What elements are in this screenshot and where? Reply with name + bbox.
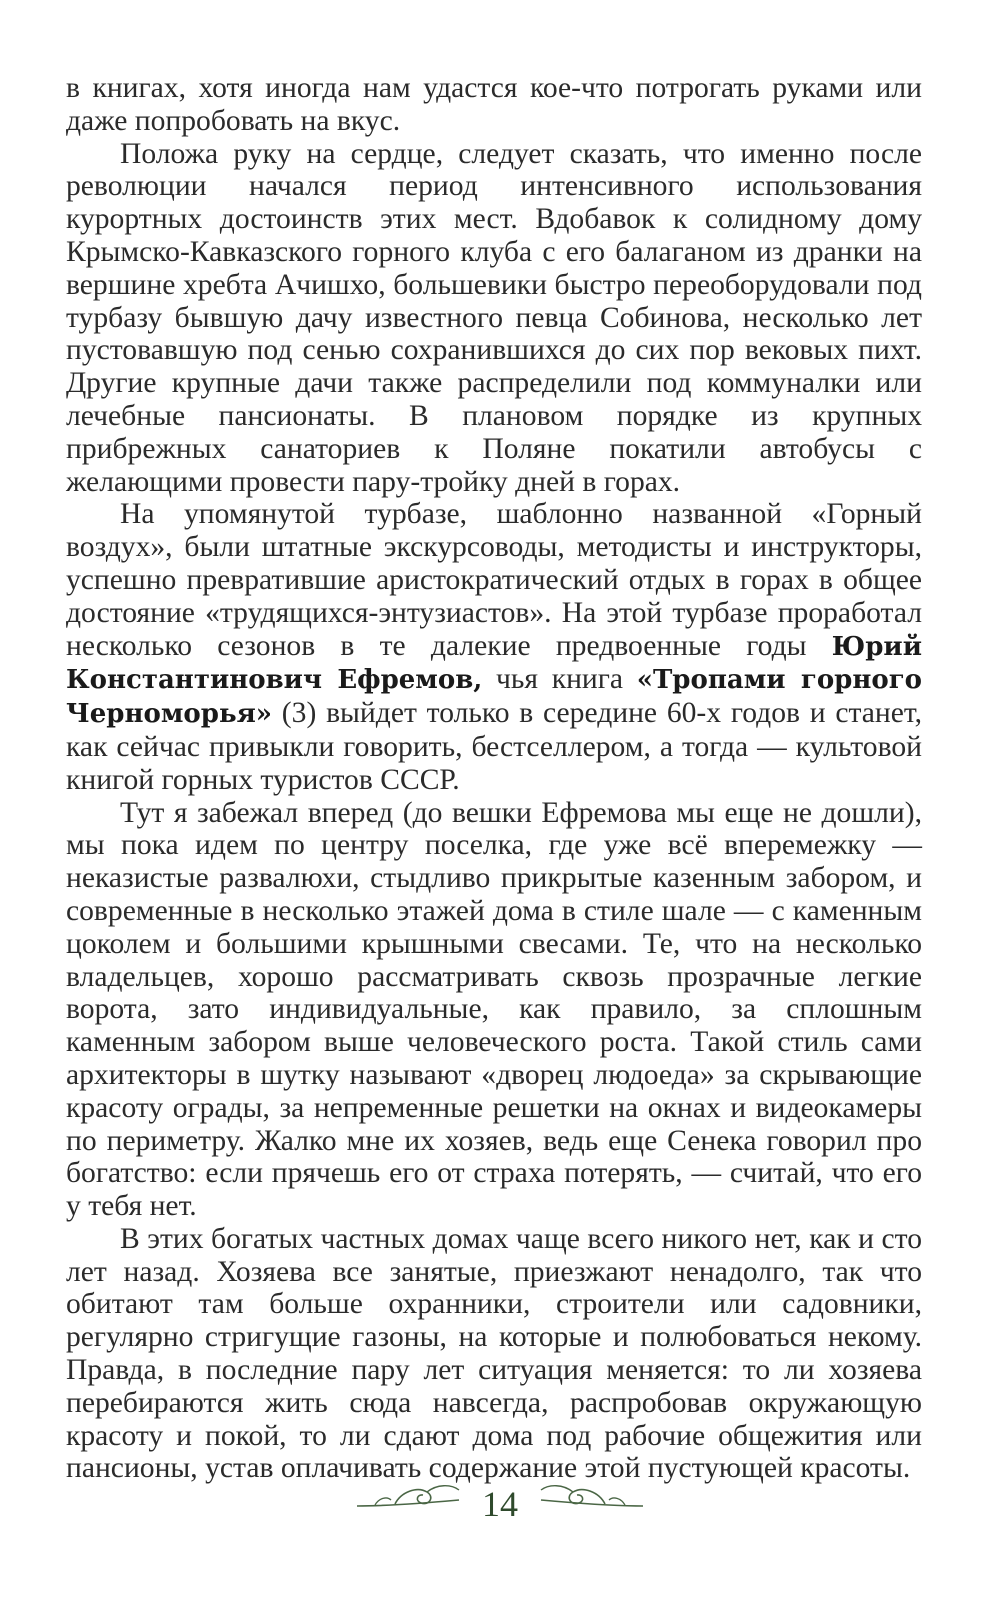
paragraph — [66, 72, 922, 138]
text-run: Тут я забежал вперед (до вешки Ефремова мы еще не дошли), мы пока идем по центру поселка, где уже всё вперемежку — неказистые развалюхи, стыдливо прикрытые казенным забором, и современные в несколько этажей дома в стиле шале — с каменным цоколем и большими крышными свесами. Те, что на несколько владельцев, хорошо рассматривать сквозь прозрачные легкие ворота, зато индивидуальные, как правило, за сплошным каменным забором выше человеческого роста. Такой стиль сами архитекторы в шутку называют «дворец людоеда» за скрывающие красоту ограды, за непременные решетки на окнах и видеокамеры по периметру. Жалко мне их хозяев, ведь еще Сенека говорил про богатство: если прячешь его от страха потерять, — считай, что его у тебя нет. — [66, 796, 922, 1223]
paragraph — [66, 138, 922, 499]
text-run: Положа руку на сердце, следует сказать, что именно после революции начался период интенсивного использования курортных достоинств этих мест. Вдобавок к солидному дому Крымско-Кавказского горного клуба с его балаганом из дранки на вершине хребта Ачишхо, большевики быстро переоборудовали под турбазу бывшую дачу известного певца Собинова, несколько лет пустовавшую под сенью сохранившихся до сих пор вековых пихт. Другие крупные дачи также распределили под коммуналки или лечебные пансионаты. В плановом порядке из крупных прибрежных санаториев к Поляне покатили автобусы с желающими провести пару-тройку дней в горах. — [66, 137, 922, 498]
text-run: На упомянутой турбазе, шаблонно названной «Горный воздух», были штатные экскурсоводы, методисты и инструкторы, успешно превратившие аристократический отдых в горах в общее достояние «трудящихся-энтузиастов». На этой турбазе проработал несколько сезонов в те далекие предвоенные годы — [66, 498, 922, 662]
text-run: (3) выйдет только в середине 60-х годов и станет, как сейчас привыкли говорить, бестселлером, а тогда — культовой книгой горных туристов СССР. — [66, 697, 922, 796]
text-run: В этих богатых частных домах чаще всего никого нет, как и сто лет назад. Хозяева все занятые, приезжают ненадолго, так что обитают там больше охранники, строители или садовники, регулярно стригущие газоны, на которые и полюбоваться некому. Правда, в последние пару лет ситуация меняется: то ли хозяева перебираются жить сюда навсегда, распробовав окружающую красоту и покой, то ли сдают дома под рабочие общежития или пансионы, устав оплачивать содержание этой пустующей красоты. — [66, 1222, 922, 1485]
paragraph — [66, 1223, 922, 1485]
bold-text: «Тропами горного Черноморья» — [66, 665, 922, 730]
page-footer — [0, 1476, 1000, 1536]
paragraph — [66, 797, 922, 1223]
text-run: чья книга — [482, 663, 637, 696]
bold-text: Юрий Константинович Ефремов, — [66, 631, 922, 696]
page-body — [66, 72, 922, 1485]
paragraph — [66, 498, 922, 796]
page-number: 14 — [482, 1484, 518, 1524]
right-ornament-icon — [535, 1476, 645, 1516]
text-run: в книгах, хотя иногда нам удастся кое-что потрогать руками или даже попробовать на вкус. — [66, 72, 922, 137]
left-ornament-icon — [355, 1476, 465, 1516]
